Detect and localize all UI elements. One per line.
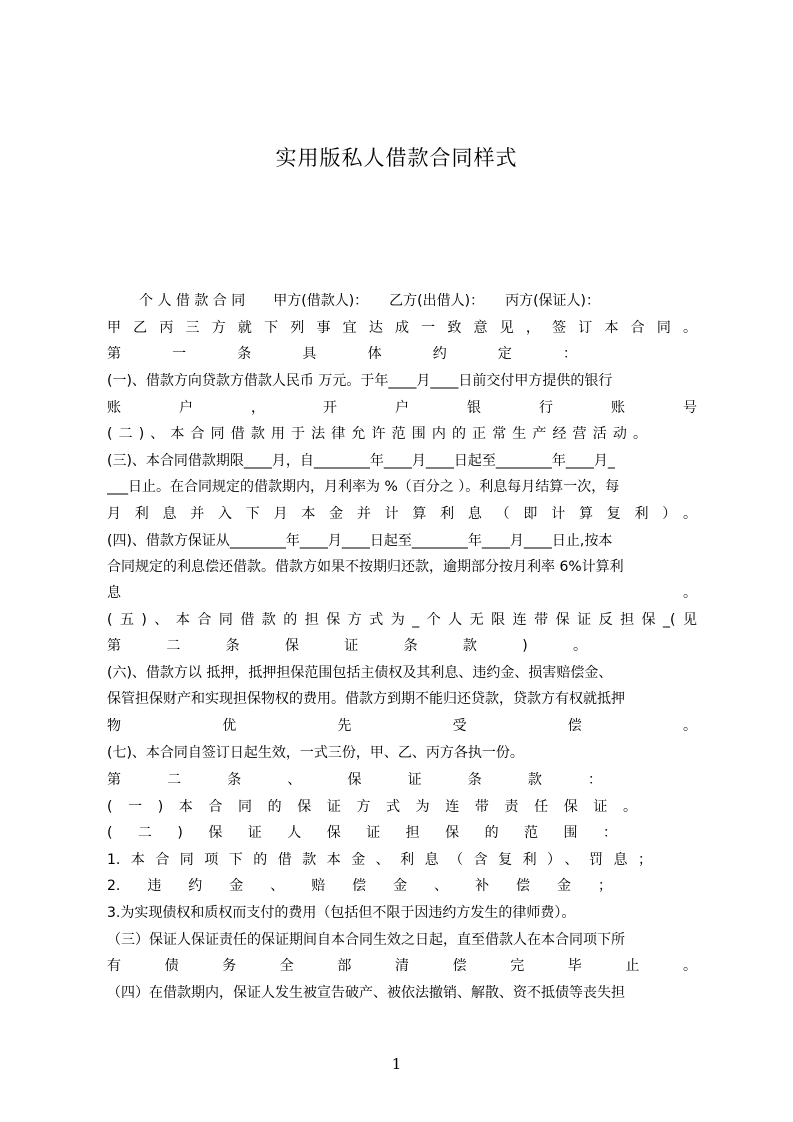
paragraph-line: （三）保证人保证责任的保证期间自本合同生效之日起，直至借款人在本合同项下所 [107,932,625,948]
paragraph-line: 保管担保财产和实现担保物权的费用。借款方到期不能归还贷款，贷款方有权就抵押 [107,691,625,707]
paragraph-line: 1.本合同项下的借款本金、利息（含复利）、罚息； [107,852,652,868]
paragraph-line: 账户，开户银行账号 [107,400,697,416]
paragraph-line: 个 人 借 款 合 同 甲方(借款人)： 乙方(出借人)： 丙方(保证人)： [139,293,601,309]
paragraph-line: 第二条保证条款)。 [107,638,587,654]
paragraph-line: （四）在借款期内，保证人发生被宣告破产、被依法撤销、解散、资不抵债等丧失担 [107,985,625,1001]
paragraph-line: (三)、本合同借款期限____月，自________年____月____日起至________年____月_ [107,453,615,469]
paragraph-line: 第一条具体约定： [107,346,577,362]
paragraph-line: 甲乙丙三方就下列事宜达成一致意见，签订本合同。 [107,320,697,336]
paragraph-line: 物优先受偿。 [107,718,697,734]
paragraph-line: 有债务全部清偿完毕止。 [107,958,697,974]
paragraph-line: ___日止。在合同规定的借款期内，月利率为 %（百分之 ）。利息每月结算一次，每 [107,479,620,495]
paragraph-line: (六)、借款方以 抵押，抵押担保范围包括主债权及其利息、违约金、损害赔偿金、 [107,665,613,681]
page-number: 1 [391,1055,402,1073]
paragraph-line: 月利息并入下月本金并计算利息（即计算复利）。 [107,506,697,522]
paragraph-line: (一)、借款方向贷款方借款人民币 万元。于年____月____日前交付甲方提供的银行 [107,373,613,389]
paragraph-line: (五)、本合同借款的担保方式为_个人无限连带保证反担保_(见 [107,612,697,628]
paragraph-line: (四)、借款方保证从________年____月____日起至________年____月____日止,按本 [107,533,613,549]
paragraph-line: 2.违约金、赔偿金、补偿金； [107,878,612,894]
document-title: 实用版私人借款合同样式 [275,146,518,170]
paragraph-line: (二)、本合同借款用于法律允许范围内的正常生产经营活动。 [107,426,647,442]
paragraph-line: 息 。 [107,585,697,601]
paragraph-line: (一)本合同的保证方式为连带责任保证。 [107,799,637,815]
paragraph-line: 3.为实现债权和质权而支付的费用（包括但不限于因违约方发生的律师费）。 [107,905,576,921]
paragraph-line: (二)保证人保证担保的范围： [107,825,617,841]
paragraph-line: 第二条、保证条款： [107,772,602,788]
paragraph-line: 合同规定的利息偿还借款。借款方如果不按期归还款，逾期部分按月利率 6%计算利 [107,559,624,575]
paragraph-line: (七)、本合同自签订日起生效，一式三份，甲、乙、丙方各执一份。 [107,745,524,761]
